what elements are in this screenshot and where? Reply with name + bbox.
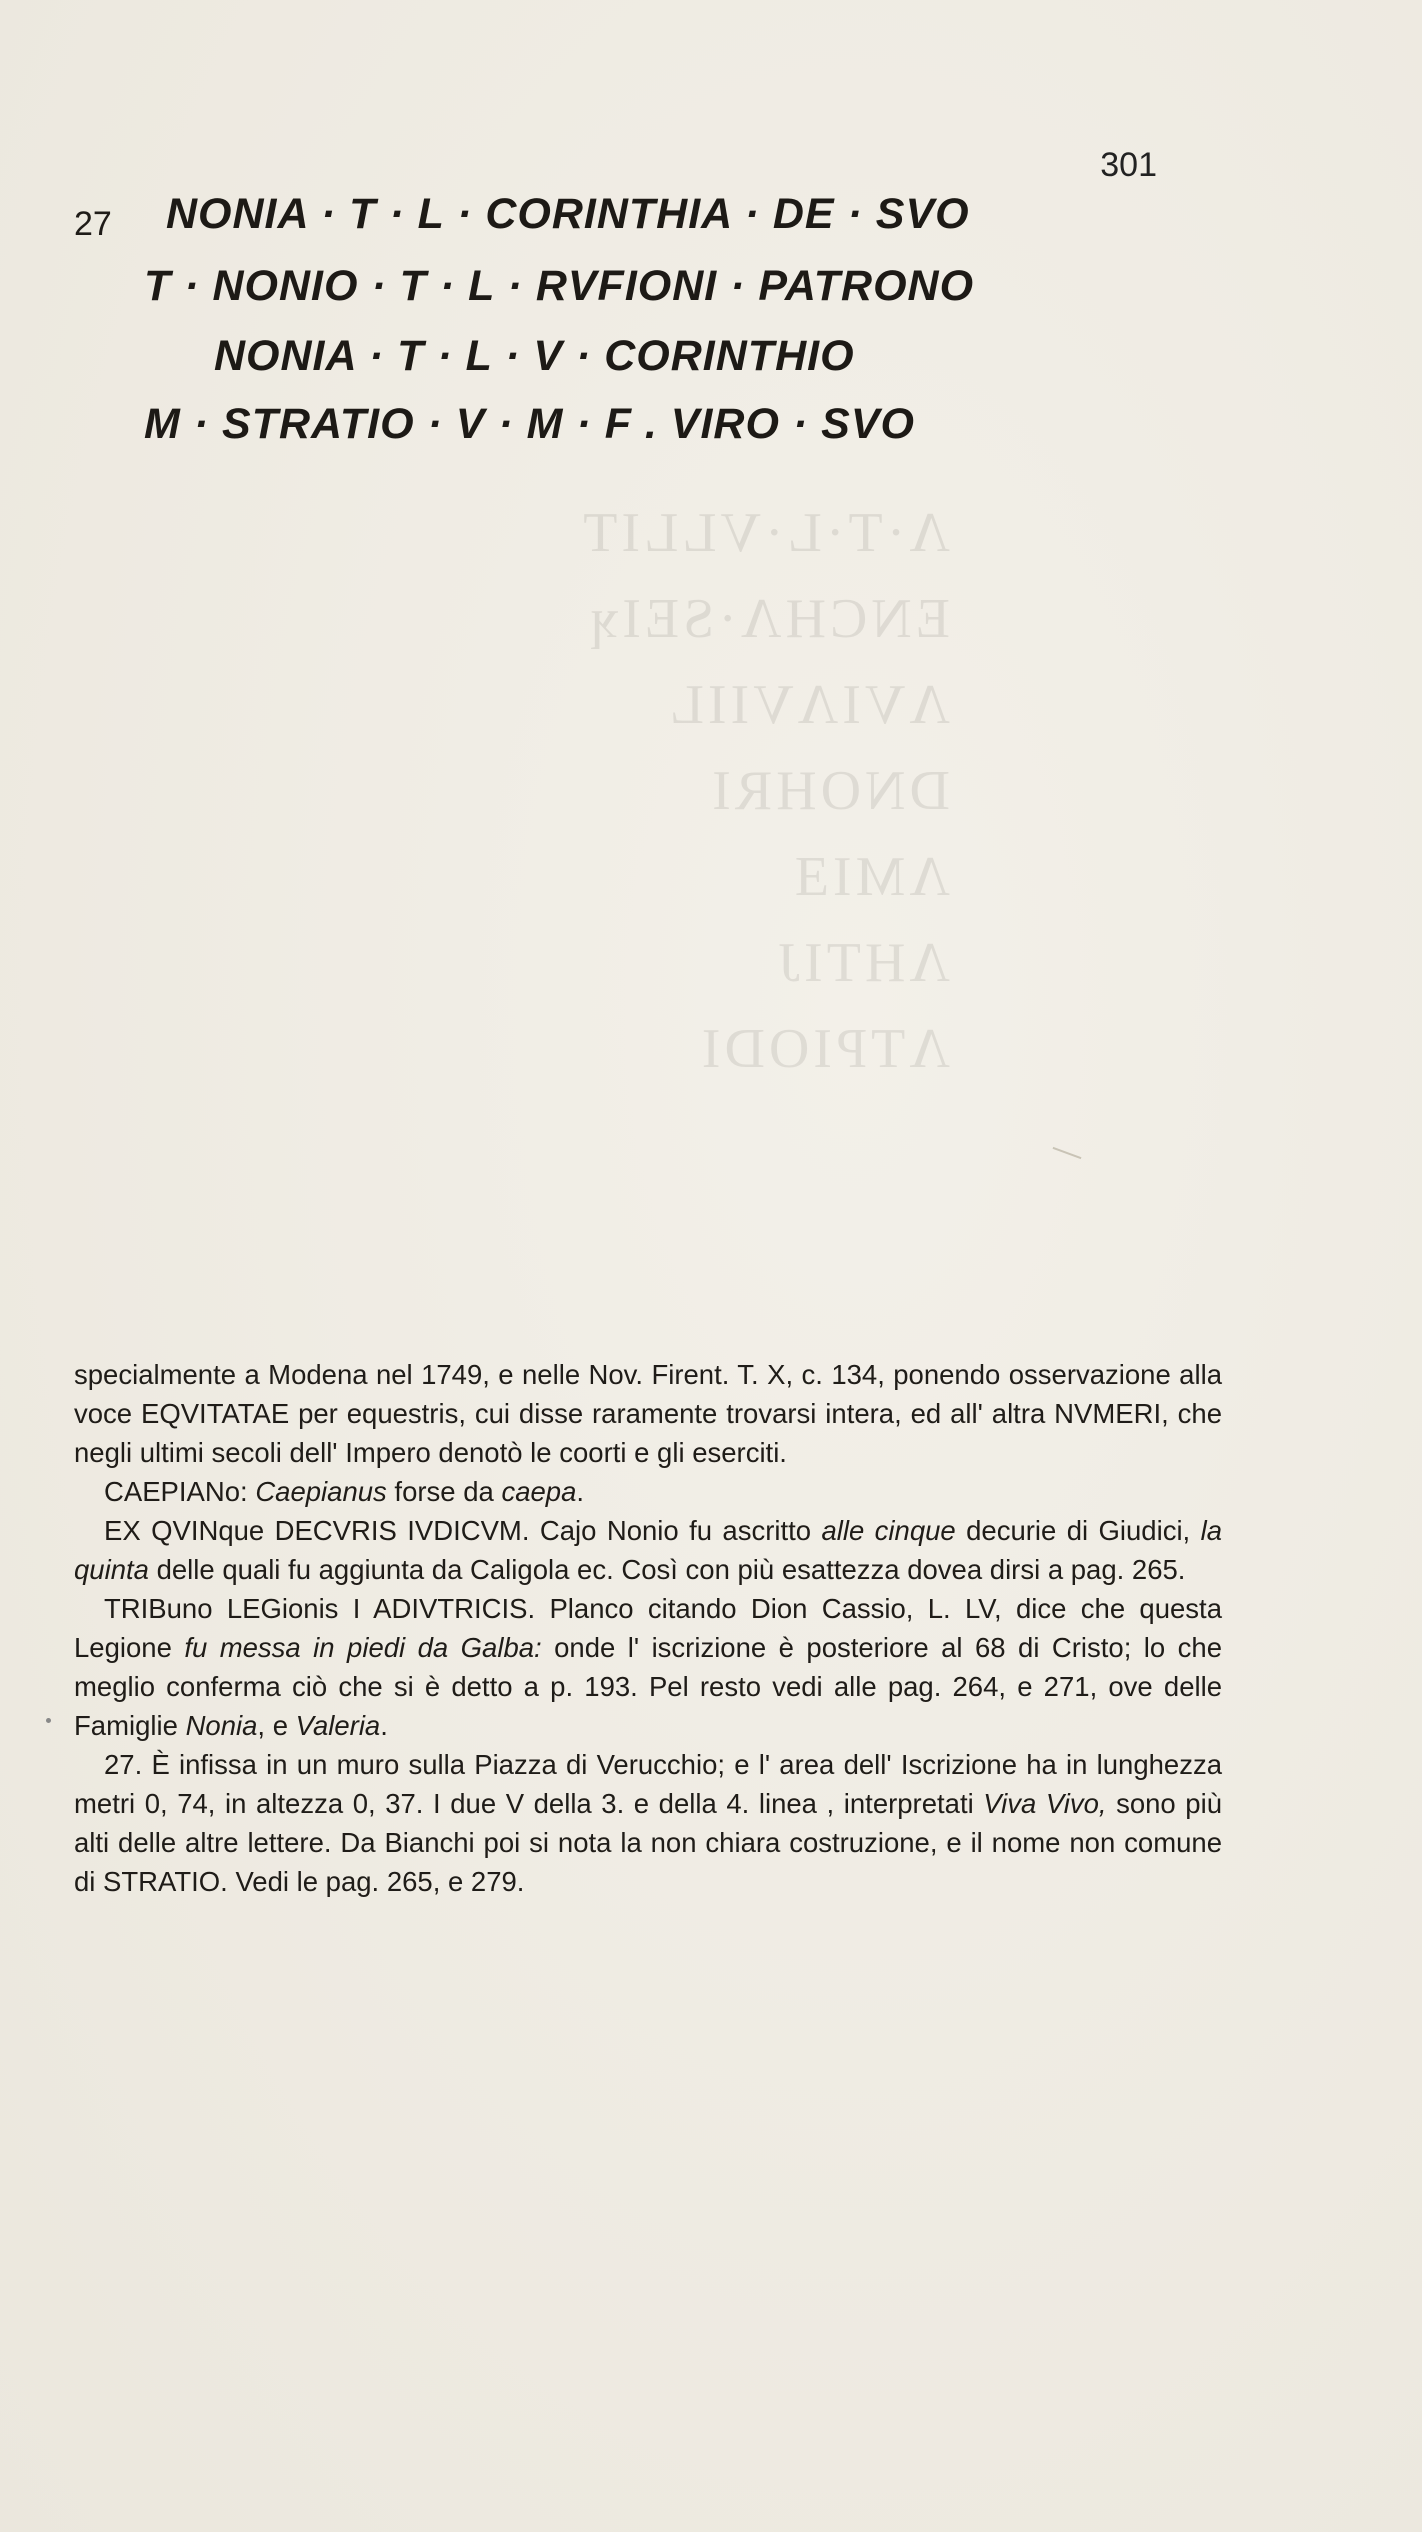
text-run: decurie di Giudici,	[955, 1515, 1201, 1546]
text-run: delle quali fu aggiunta da Caligola ec. Così con più esattezza dovea dirsi a pag. 265.	[148, 1554, 1186, 1585]
text-run: TRIBuno LEGionis I ADIVTRICIS. Planco citando Dion Cassio, L. LV, dice che questa Legione	[74, 1593, 1222, 1663]
inscription-line-2: T · NONIO · T · L · RVFIONI · PATRONO	[144, 262, 975, 310]
italic-run: fu messa in piedi da Galba:	[184, 1632, 542, 1663]
text-run: forse da	[386, 1476, 502, 1507]
bleed-through-shadow: Λ·T·L·VLLIT ENCHΛ·SEIʞ ΛVIΛVIIL DNOHRI ΛMIƎ ΛHTIJ ΛTPIODI	[579, 502, 950, 1080]
commentary-paragraph: specialmente a Modena nel 1749, e nelle Nov. Firent. T. X, c. 134, ponendo osservazione alla voce EQVITATAE per equestris, cui disse raramente trovarsi intera, ed all' altra NVMERI, che negli ultimi secoli dell' Impero denotò le coorti e gli eserciti.	[74, 1359, 1222, 1468]
italic-run: caepa	[501, 1476, 577, 1507]
italic-run: la quinta	[74, 1515, 1223, 1585]
inscription-number: 27	[74, 205, 112, 243]
text-run: 27. È infissa in un muro sulla Piazza di Verucchio; e l' area dell' Iscrizione ha in lunghezza metri 0, 74, in altezza 0, 37. I due V della 3. e della 4. linea , interpretati	[74, 1749, 1222, 1819]
italic-run: alle cinque	[821, 1515, 956, 1546]
text-run: , e	[257, 1710, 296, 1741]
commentary-paragraph	[74, 1589, 1222, 1745]
pencil-mark	[1053, 1147, 1082, 1159]
text-run: .	[380, 1710, 388, 1741]
italic-run: Viva Vivo,	[983, 1788, 1107, 1819]
italic-run: Caepianus	[255, 1476, 387, 1507]
italic-run: Nonia	[185, 1710, 258, 1741]
page-number: 301	[1100, 146, 1157, 184]
inscription-line-4: M · STRATIO · V · M · F . VIRO · SVO	[144, 400, 915, 448]
commentary-paragraph	[74, 1472, 1222, 1511]
inscription-line-3: NONIA · T · L · V · CORINTHIO	[214, 332, 855, 380]
text-run: CAEPIANo:	[104, 1476, 256, 1507]
inscription-line-1: NONIA · T · L · CORINTHIA · DE · SVO	[166, 190, 970, 238]
text-run: sono più alti delle altre lettere. Da Bianchi poi si nota la non chiara costruzione, e il nome non comune di STRATIO. Vedi le pag. 265, e 279.	[74, 1788, 1222, 1897]
commentary-paragraph	[74, 1511, 1222, 1589]
commentary-paragraph	[74, 1745, 1222, 1901]
text-run: EX QVINque DECVRIS IVDICVM. Cajo Nonio fu ascritto	[104, 1515, 822, 1546]
italic-run: Valeria	[295, 1710, 381, 1741]
text-run: onde l' iscrizione è posteriore al 68 di Cristo; lo che meglio conferma ciò che si è detto a p. 193. Pel resto vedi alle pag. 264, e 271, ove delle Famiglie	[74, 1632, 1223, 1741]
commentary	[74, 1355, 1222, 1901]
text-run: .	[576, 1476, 585, 1507]
margin-dot	[46, 1718, 51, 1723]
